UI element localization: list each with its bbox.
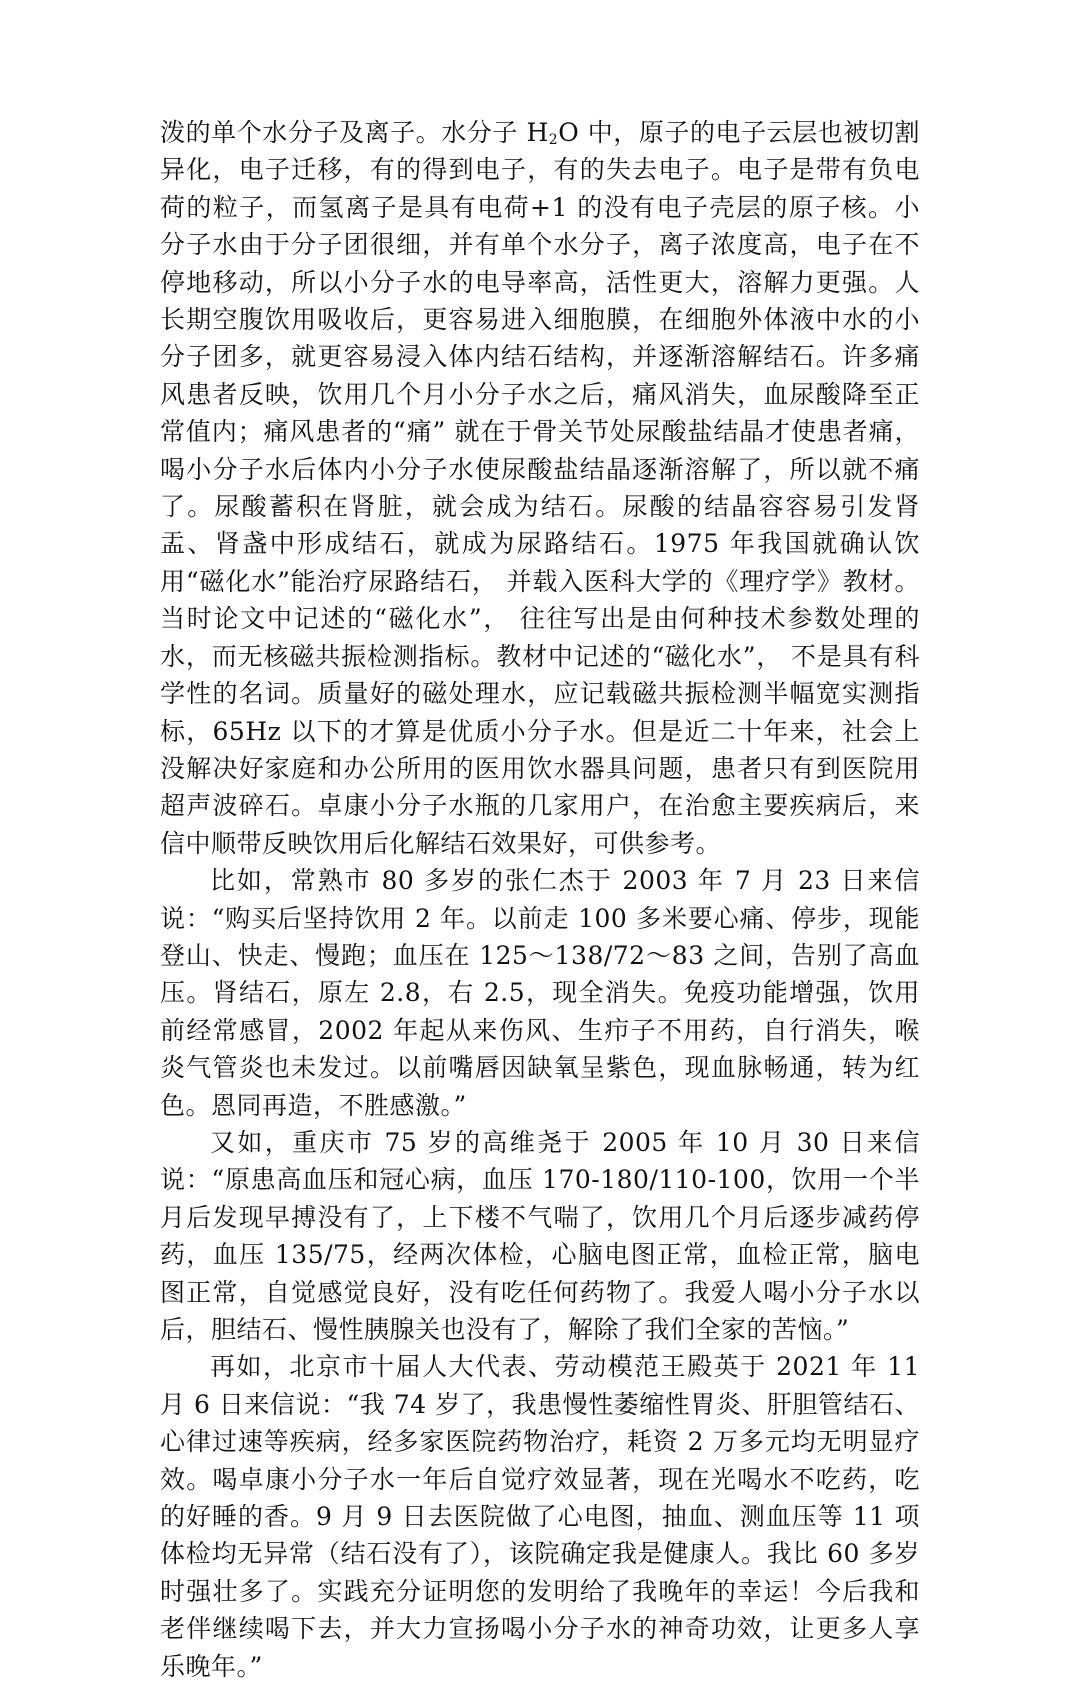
h2o-subscript: 2: [548, 132, 559, 148]
paragraph-4-letter-beijing: 再如，北京市十届人大代表、劳动模范王殿英于 2021 年 11 月 6 日来信说：“我 74 岁了，我患慢性萎缩性胃炎、肝胆管结石、心律过速等疾病，经多家医院药物治疗，耗资 2 万多元均无明显疗效。喝卓康小分子水一年后自觉疗效显著，现在光喝水不吃药，吃的好睡的香。9 月 9 日去医院做了心电图，抽血、测血压等 11 项体检均无异常（结石没有了），该院确定我是健康人。我比 60 多岁时强壮多了。实践充分证明您的发明给了我晚年的幸运！今后我和老伴继续喝下去，并大力宣扬喝小分子水的神奇功效，让更多人享乐晚年。”: [160, 1352, 920, 1681]
paragraph-1-text-end: O 中，原子的电子云层也被切割异化，电子迁移，有的得到电子，有的失去电子。电子是带有负电荷的粒子，而氢离子是具有电荷+1 的没有电子壳层的原子核。小分子水由于分子团很细，并有单个水分子，离子浓度高，电子在不停地移动，所以小分子水的电导率高，活性更大，溶解力更强。人长期空腹饮用吸收后，更容易进入细胞膜，在细胞外体液中水的小分子团多，就更容易浸入体内结石结构，并逐渐溶解结石。许多痛风患者反映，饮用几个月小分子水之后，痛风消失，血尿酸降至正常值内；痛风患者的“痛” 就在于骨关节处尿酸盐结晶才使患者痛，喝小分子水后体内小分子水使尿酸盐结晶逐渐溶解了，所以就不痛了。尿酸蓄积在肾脏，就会成为结石。尿酸的结晶容容易引发肾盂、肾盏中形成结石，就成为尿路结石。1975 年我国就确认饮用“磁化水”能治疗尿路结石， 并载入医科大学的《理疗学》教材。当时论文中记述的“磁化水”， 往往写出是由何种技术参数处理的水，而无核磁共振检测指标。教材中记述的“磁化水”， 不是具有科学性的名词。质量好的磁处理水，应记载磁共振检测半幅宽实测指标，65Hz 以下的才算是优质小分子水。但是近二十年来，社会上没解决好家庭和办公所用的医用饮水器具问题，患者只有到医院用超声波碎石。卓康小分子水瓶的几家用户，在治愈主要疾病后，来信中顺带反映饮用后化解结石效果好，可供参考。: [160, 118, 921, 858]
paragraph-1-continued: [160, 114, 920, 862]
body-text: [160, 114, 920, 1685]
paragraph-2-letter-changshu: 比如，常熟市 80 多岁的张仁杰于 2003 年 7 月 23 日来信说：“购买后坚持饮用 2 年。以前走 100 多米要心痛、停步，现能登山、快走、慢跑；血压在 125～138/72～83 之间，告别了高血压。肾结石，原左 2.8，右 2.5，现全消失。免疫功能增强，饮用前经常感冒，2002 年起从来伤风、生疖子不用药，自行消失，喉炎气管炎也未发过。以前嘴唇因缺氧呈紫色，现血脉畅通，转为红色。恩同再造，不胜感激。”: [160, 866, 920, 1120]
paragraph-1-text-start: 泼的单个水分子及离子。水分子 H: [160, 118, 549, 147]
paragraph-3-letter-chongqing: 又如，重庆市 75 岁的高维尧于 2005 年 10 月 30 日来信说：“原患高血压和冠心病，血压 170-180/110-100，饮用一个半月后发现早搏没有了，上下楼不气喘了，饮用几个月后逐步减药停药，血压 135/75，经两次体检，心脑电图正常，血检正常，脑电图正常，自觉感觉良好，没有吃任何药物了。我爱人喝小分子水以后，胆结石、慢性胰腺关也没有了，解除了我们全家的苦恼。”: [160, 1127, 920, 1344]
